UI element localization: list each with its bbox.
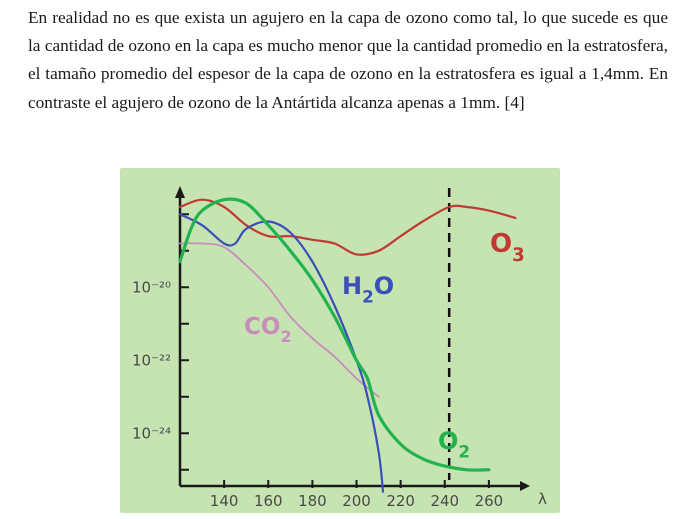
chart-background [120,168,560,513]
x-tick-label: 240 [430,492,460,510]
y-tick-label: 10⁻²² [132,351,172,370]
series-label-o2: $O_2$ [438,427,471,462]
x-axis-label: λ [538,490,547,508]
series-label-h2o: $H_2O$ [342,272,395,307]
x-tick-label: 220 [386,492,415,510]
x-tick-label: 260 [474,492,504,510]
x-tick-label: 180 [298,492,327,510]
y-tick-label: 10⁻²⁰ [132,278,172,297]
x-tick-label: 140 [209,492,239,510]
absorption-cross-section-chart [120,168,560,513]
series-label-o3: $O_3$ [490,229,525,267]
body-paragraph: En realidad no es que exista un agujero en la capa de ozono como tal, lo que sucede es que la cantidad de ozono en la capa es mucho menor que la cantidad promedio en la estratosfera, el tamaño promedio del espesor de la capa de ozono en la estratosfera es igual a 1,4mm. En contraste el agujero de ozono de la Antártida alcanza apenas a 1mm. [4] [28,8,668,112]
x-tick-label: 200 [342,492,371,510]
y-tick-label: 10⁻²⁴ [132,424,172,443]
series-label-co2: $CO_2$ [244,314,292,347]
x-tick-label: 160 [253,492,283,510]
